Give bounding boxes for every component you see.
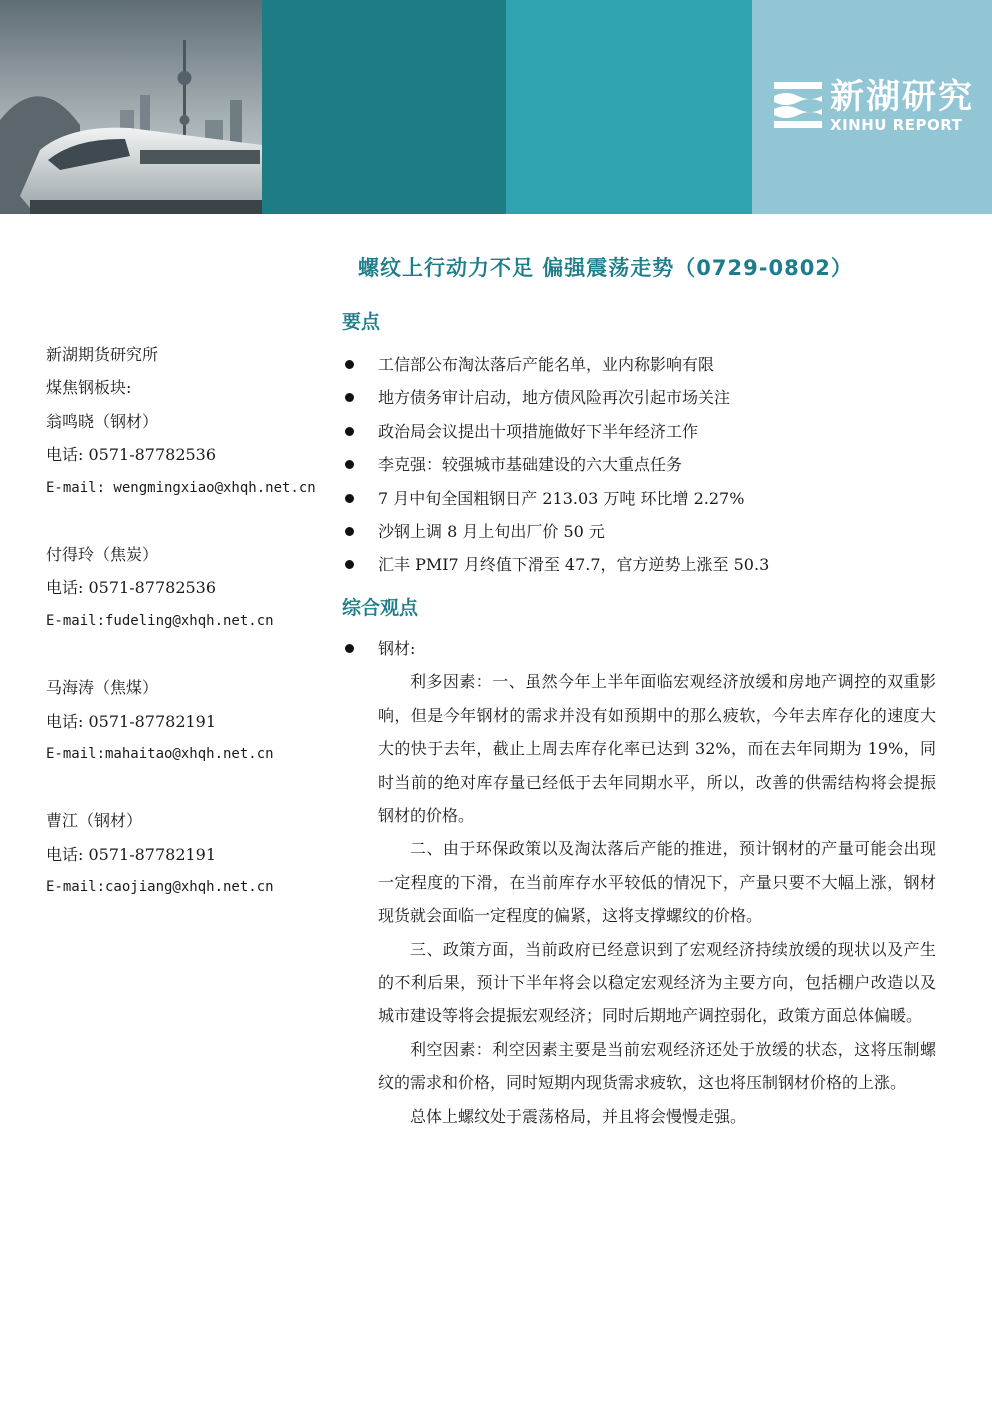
analyst-name: 付得玲（焦炭）	[46, 545, 159, 565]
bullet-icon	[345, 393, 354, 402]
train-illustration	[0, 0, 262, 214]
analyst-email[interactable]: E-mail:fudeling@xhqh.net.cn	[46, 612, 274, 629]
logo-text-en: XINHU REPORT	[830, 116, 963, 134]
keypoint-text: 汇丰 PMI7 月终值下滑至 47.7，官方逆势上涨至 50.3	[378, 555, 770, 575]
analyst-email[interactable]: E-mail: wengmingxiao@xhqh.net.cn	[46, 479, 316, 496]
maglev-train-photo	[0, 0, 262, 214]
views-item	[342, 632, 936, 665]
wave-logo-icon	[772, 80, 824, 130]
keypoint-text: 地方债务审计启动，地方债风险再次引起市场关注	[378, 388, 731, 408]
bullet-icon	[345, 494, 354, 503]
keypoint-item	[342, 482, 942, 515]
bullet-icon	[345, 427, 354, 436]
bullet-icon	[345, 560, 354, 569]
analyst-card	[46, 538, 346, 638]
keypoint-item	[342, 348, 942, 381]
analyst-phone: 电话: 0571-87782191	[46, 711, 217, 731]
keypoint-text: 工信部公布淘汰落后产能名单，业内称影响有限	[378, 355, 715, 374]
keypoint-text: 7 月中旬全国粗钢日产 213.03 万吨 环比增 2.27%	[378, 488, 745, 508]
analysis-paragraph: 利多因素：一、虽然今年上半年面临宏观经济放缓和房地产调控的双重影响，但是今年钢材的需求并没有如预期中的那么疲软，今年去库存化的速度大大的快于去年，截止上周去库存化率已达到 32%，而在去年同期为 19%，同时当前的绝对库存量已经低于去年同期水平，所以，改善的供需结构将会提振钢材的价格。	[378, 672, 936, 826]
keypoint-item	[342, 548, 942, 581]
bullet-icon	[345, 360, 354, 369]
xinhu-logo	[772, 78, 982, 134]
views-body	[342, 632, 936, 1133]
analyst-phone: 电话: 0571-87782536	[46, 445, 217, 465]
keypoint-item	[342, 381, 942, 414]
views-item-label: 钢材:	[378, 639, 416, 658]
keypoint-item	[342, 415, 942, 448]
analyst-name: 马海涛（焦煤）	[46, 678, 159, 698]
header-banner	[0, 0, 992, 214]
analyst-card	[46, 804, 346, 904]
org-name: 新湖期货研究所	[46, 345, 159, 364]
bullet-icon	[345, 460, 354, 469]
logo-text-cn: 新湖研究	[830, 77, 974, 117]
analyst-phone: 电话: 0571-87782536	[46, 578, 217, 598]
division-name: 煤焦钢板块:	[46, 378, 132, 398]
analysis-paragraph: 三、政策方面，当前政府已经意识到了宏观经济持续放缓的现状以及产生的不利后果，预计下半年将会以稳定宏观经济为主要方向，包括棚户改造以及城市建设等将会提振宏观经济；同时后期地产调控弱化，政策方面总体偏暖。	[378, 939, 936, 1026]
analyst-email[interactable]: E-mail:mahaitao@xhqh.net.cn	[46, 746, 274, 763]
keypoint-text: 沙钢上调 8 月上旬出厂价 50 元	[378, 521, 605, 541]
keypoints-list	[342, 348, 942, 582]
analyst-phone: 电话: 0571-87782191	[46, 844, 217, 864]
banner-band	[506, 0, 752, 214]
views-heading: 综合观点	[342, 597, 419, 619]
analyst-card	[46, 405, 346, 505]
report-title: 螺纹上行动力不足 偏强震荡走势（0729-0802）	[358, 256, 853, 280]
keypoint-item	[342, 515, 942, 548]
keypoint-item	[342, 448, 942, 481]
bullet-icon	[345, 644, 354, 653]
analyst-email[interactable]: E-mail:caojiang@xhqh.net.cn	[46, 879, 274, 896]
banner-band	[262, 0, 506, 214]
analysis-paragraph: 利空因素：利空因素主要是当前宏观经济还处于放缓的状态，这将压制螺纹的需求和价格，同时短期内现货需求疲软，这也将压制钢材价格的上涨。	[378, 1039, 936, 1093]
keypoint-text: 政治局会议提出十项措施做好下半年经济工作	[378, 421, 699, 441]
analyst-name: 翁鸣晓（钢材）	[46, 411, 159, 431]
bullet-icon	[345, 527, 354, 536]
keypoint-text: 李克强：较强城市基础建设的六大重点任务	[378, 455, 683, 475]
keypoints-heading: 要点	[342, 311, 381, 333]
contact-sidebar	[46, 338, 346, 905]
analysis-paragraph: 总体上螺纹处于震荡格局，并且将会慢慢走强。	[410, 1106, 747, 1126]
analyst-card	[46, 671, 346, 771]
analyst-name: 曹江（钢材）	[46, 811, 143, 831]
analysis-paragraph: 二、由于环保政策以及淘汰落后产能的推进，预计钢材的产量可能会出现一定程度的下滑，在当前库存水平较低的情况下，产量只要不大幅上涨，钢材现货就会面临一定程度的偏紧，这将支撑螺纹的价格。	[378, 839, 936, 926]
